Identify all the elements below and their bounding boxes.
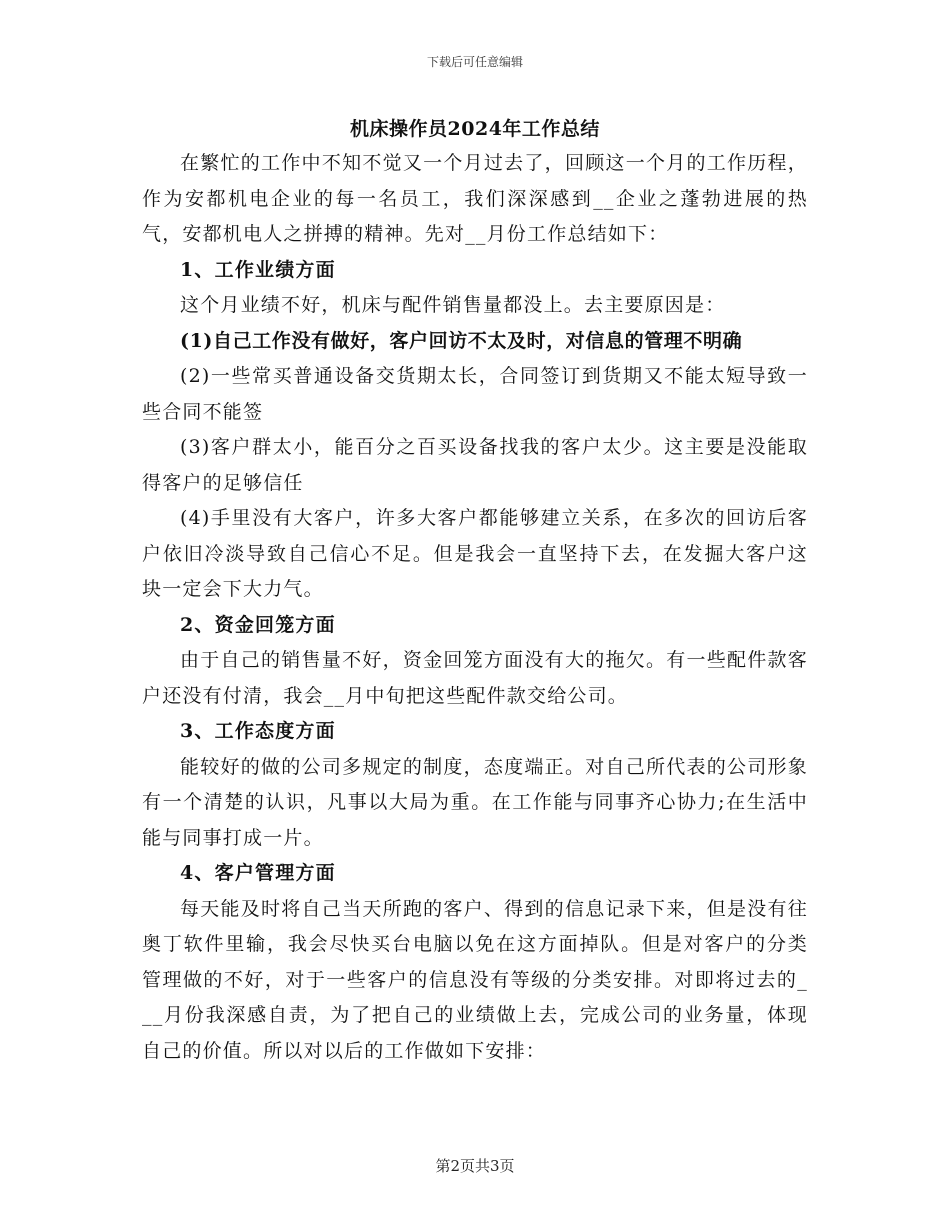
paragraph-customers: 每天能及时将自己当天所跑的客户、得到的信息记录下来，但是没有往奥丁软件里输，我会尽快买台电脑以免在这方面掉队。但是对客户的分类管理做的不好，对于一些客户的信息没有等级的分类安排。对即将过去的___月份我深感自责，为了把自己的业绩做上去，完成公司的业务量，体现自己的价值。所以对以后的工作做如下安排： <box>142 897 808 1062</box>
document-title: 机床操作员2024年工作总结 <box>350 118 600 140</box>
paragraph-funds: 由于自己的销售量不好，资金回笼方面没有大的拖欠。有一些配件款客户还没有付清，我会__月中旬把这些配件款交给公司。 <box>142 649 808 707</box>
paragraph-intro: 在繁忙的工作中不知不觉又一个月过去了，回顾这一个月的工作历程，作为安都机电企业的每一名员工，我们深深感到__企业之蓬勃进展的热气，安都机电人之拼搏的精神。先对__月份工作总结如下： <box>142 152 808 245</box>
paragraph-reason-2: (2)一些常买普通设备交货期太长，合同签订到货期又不能太短导致一些合同不能签 <box>142 365 808 423</box>
section-heading-attitude: 3、工作态度方面 <box>180 720 336 742</box>
section-heading-customers: 4、客户管理方面 <box>180 862 336 884</box>
paragraph-reason-3: (3)客户群太小，能百分之百买设备找我的客户太少。这主要是没能取得客户的足够信任 <box>142 436 808 494</box>
paragraph-reason-4: (4)手里没有大客户，许多大客户都能够建立关系，在多次的回访后客户依旧冷淡导致自己信心不足。但是我会一直坚持下去，在发掘大客户这块一定会下大力气。 <box>142 507 808 600</box>
header-note: 下载后可任意编辑 <box>426 55 523 69</box>
page-number: 第2页共3页 <box>435 1157 515 1175</box>
paragraph-performance: 这个月业绩不好，机床与配件销售量都没上。去主要原因是： <box>180 294 726 316</box>
paragraph-reason-1: (1)自己工作没有做好，客户回访不太及时，对信息的管理不明确 <box>180 329 743 352</box>
paragraph-attitude: 能较好的做的公司多规定的制度，态度端正。对自己所代表的公司形象有一个清楚的认识，凡事以大局为重。在工作能与同事齐心协力;在生活中能与同事打成一片。 <box>142 755 808 849</box>
section-heading-funds: 2、资金回笼方面 <box>180 613 336 636</box>
section-heading-performance: 1、工作业绩方面 <box>180 258 336 281</box>
document-body <box>142 146 808 1069</box>
